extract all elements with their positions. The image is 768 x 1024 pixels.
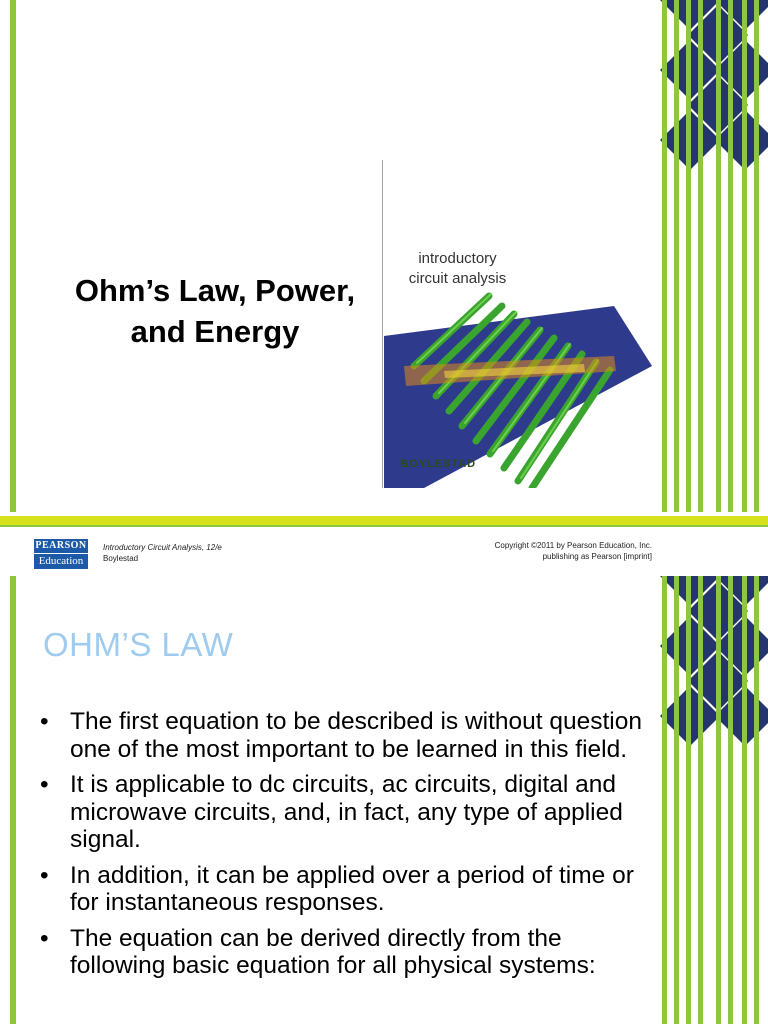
stripe-diamond-pattern <box>650 576 768 1024</box>
slide-heading: OHM’S LAW <box>43 626 234 663</box>
cover-title-line-1: introductory <box>418 250 497 267</box>
copyright-line-2: publishing as Pearson [imprint] <box>542 552 652 561</box>
green-band <box>0 525 768 527</box>
copyright <box>495 540 652 562</box>
bullet-symbol: • <box>40 861 49 889</box>
book-title: Introductory Circuit Analysis, 12/e <box>103 543 222 552</box>
bullet-text: The first equation to be described is without question one of the most important to be learned in this field. <box>70 708 643 763</box>
cover-divider <box>382 160 383 488</box>
copyright-line-1: Copyright ©2011 by Pearson Education, Inc. <box>494 541 652 550</box>
slide-ohms-law <box>0 576 768 1024</box>
book-info <box>103 542 222 564</box>
bullet-item <box>40 925 650 980</box>
book-author: Boylestad <box>103 554 139 563</box>
cover-title-line-2: circuit analysis <box>408 270 507 287</box>
bullet-text: It is applicable to dc circuits, ac circuits, digital and microwave circuits, and, in fact, any type of applied signal. <box>70 771 623 853</box>
title-line-1: Ohm’s Law, Power, <box>74 273 356 308</box>
title-line-2: and Energy <box>130 314 300 349</box>
bullet-list <box>40 708 650 988</box>
left-stripe <box>10 0 16 512</box>
slide-title-text <box>40 270 390 352</box>
bullet-item <box>40 862 650 917</box>
bullet-text: The equation can be derived directly from the following basic equation for all physical systems: <box>70 924 596 979</box>
cover-author: BOYLESTAD <box>400 458 477 470</box>
stripe-diamond-pattern <box>650 0 768 512</box>
bullet-symbol: • <box>40 771 49 798</box>
left-stripe <box>10 576 16 1024</box>
bullet-item <box>40 771 650 854</box>
bullet-symbol: • <box>40 708 49 735</box>
logo-top-text: PEARSON <box>34 539 88 554</box>
bullet-item <box>40 708 650 763</box>
yellow-band <box>0 516 768 525</box>
bullet-text: In addition, it can be applied over a period of time or for instantaneous responses. <box>70 861 634 916</box>
bullet-symbol: • <box>40 924 49 952</box>
pearson-logo <box>34 539 88 569</box>
cover-title <box>400 249 515 289</box>
logo-bottom-text: Education <box>38 555 84 567</box>
